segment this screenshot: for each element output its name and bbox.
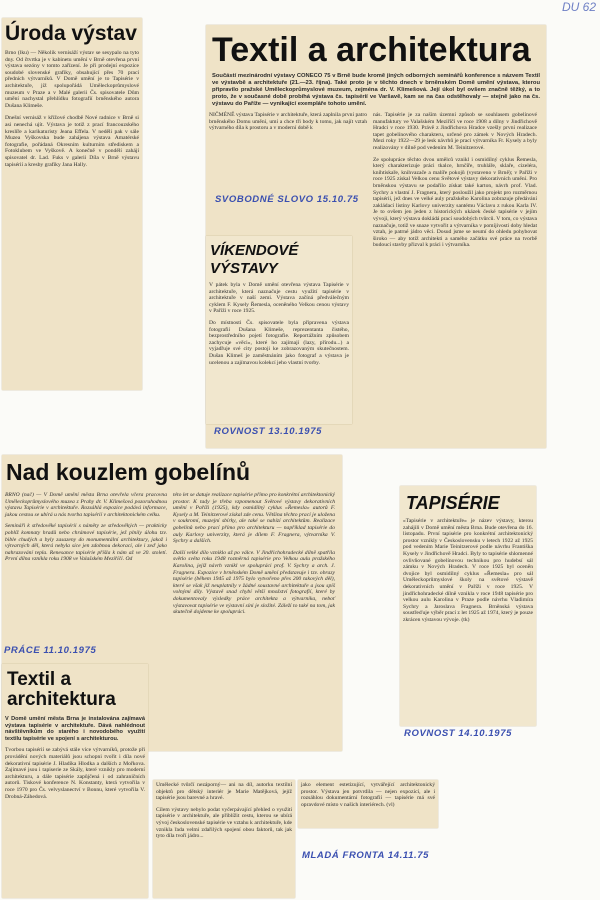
clipping-lead: Součástí mezinárodní výstavy CONECO 75 v Brně bude kromě jiných odborných seminářů konference s názvem Textil ve výstavbě a architektuře (21.—23. října). Také proto je v těchto dnech v brněnském Domě umění výstava, kterou připravilo pražské Uměleckoprůmyslové muzeum, zejména dr. V. Klimešová. Její úkol byl ovšem značně těžký, a to proto, že v současné době probíhá výstava čs. tapisérií ve Varšavě, kam se na čas odstěhovaly — stejně jako na čs. výstavu do Paříže — vynikající exempláře tohoto umění. <box>212 73 540 107</box>
clipping-textil-a-architektura-small <box>2 664 148 898</box>
source-annotation: SVOBODNÉ SLOVO 15.10.75 <box>215 194 359 205</box>
clipping-body: »Tapisérie v architektuře« je název výstavy, kterou zahájili v Domě umění města Brna. Bude otevřena do 16. listopadu. První tapisérie pro konkrétní architektonický prostor vznikly v Československu v letech 1922 až 1925 pod vedením Marie Teinitzerové podle návrhu Františka Kysely v Jindřichově Hradci. Byly to tapisérie shlomenné ovlivňované gobelínovou technikou pro hudebsí sál zámku v Nových Hradech. V roce 1925 byl oceněn dvojice byl osmidílný cyklus »Řemesla« pro sál Uměleckoprůmyslové školy na světové výstavě dekorativních umění v Paříži v roce 1925. V jindřichohradecké dílně vznikla v roce 1948 tapisérie pro velkou aulu Karolina v Praze podle návrhu Vladimíra Sychry a Jaroslava Fragnera. Brněnská výstava soustřeďuje výběr prací z let 1925 až 1974, který je pouze zkrácen výstavou vývoje. (tk) <box>403 518 533 623</box>
clipping-body: BRNO (nač) — V Domě umění města Brna otevřela včera pracovna Uměleckoprůmyslového muzea z Prahy dr. V. Klimešová pozoruhodnou výstavu Tapisérie v architektuře. Rozsáhlá expozice podává informace, jakou cestou se ubírá u nás tvorba tapisérií v architektonickém celku. <box>5 492 167 518</box>
clipping-body: jako element estetizující, vytvářející architektonický prostor. Výstava jen potvrdila — nejen expozicí, ale i rozsáhlou dokumentární fotografií — tapisérie má své opravdové místo v našich interiérech. (vl) <box>301 782 435 808</box>
clipping-body: Umělecké tvůrčí nezáporný— ani na díl, autorku textilní objektů pro dětský interiér je Marie Matějková, jejíž tapisérie jsou barevné a hravé. <box>156 782 292 802</box>
clipping-lead: V Domě umění města Brna je instalována zajímavá výstava tapisérie v architektuře. Dává nahlédnout návštěvníkům do starého i novodobého využití textilu tapisérie ve spojení s architekturou. <box>5 716 145 742</box>
clipping-body: Další velké dílo vzniklo až po válce. V Jindřichohradecké dílně spatřila světlo světa roku 1948 rozměrná tapisérie pro Velkou aulu pražského Karolina, jejíž návrh vznikl ve spolupráci prof. V. Sychry a arch. J. Fragnera. Expozice v brněnském Domě umění představuje i tzv. obrazy tapisérie (během 1945 až 1975 bylo vytvořeno přes 200 takových děl), které se však již neuplatnily v žádné soustavné architektuře a jsou spíš volnými díly. Výstavě snad chybí větší množství fotografií, které by dokumentovaly výsledky práce architekta a výtvarníka, neboť výstavovat tapisérie ve výstavní síni je složité. Záleží to také na tom, jak skutečně dojdeme ke spolupráci. <box>173 549 335 616</box>
clipping-headline: Textil a architektura <box>7 669 116 710</box>
page-tag: DU 62 <box>561 0 596 14</box>
clipping-body: této let se datuje realizace tapisérie přímo pro konkrétní architektonický prostor. K tady je třeba vzpomenout Světové výstavy dekorativních umění v Paříži (1925), kdy osmidílný cyklus »Řemesla« autorů F. Kysely a M. Teinitzerové získal zde cenu. Většina těchto prací je uložena v soukromí, muzejní sbírky, ale také se nabízí architektům. Realizace gobelínů nebo prací přímo pro architekturu — například tapisérie do auly Karlovy univerzity, která je dílem F. Fragnera, výtvarníka V. Sychry a dalších. <box>173 492 335 545</box>
clipping-mlada-fronta-part2 <box>298 780 438 828</box>
clipping-headline: TAPISÉRIE <box>406 493 500 513</box>
clipping-body: Brno (lku) — Několik vernisáží výstav se sesypalo na tyto dny. Od čtvrtka je v kabinetu umění v Brně otevřena první výstava sezóny v tomto zařízení. Je při prodejní expozice soudobé slovenské grafiky, obsahující přes 70 prací předních výtvarníků. V Domě umění je to Tapisérie v architektuře, jíž spolupořádá Uměleckoprůmyslové muzeum v Praze a v Malé galerii Čs. spisovatele Dům umění nachystal přehlídku fotografií brněnského autora Dušana Klimeše. <box>5 50 139 109</box>
source-annotation: ROVNOST 14.10.1975 <box>404 728 512 739</box>
clipping-body: nás. Tapisérie je za naším územní způsob se souhlasem gobelínové manufaktury ve Valašském Meziříčí ve roce 1908 a dílny v Jindřichově Hradci v roce 1930. Právě z Jindřichova Hradce vzešly první realizace tapet gobelínového charakteru, určené pro zámek v Nových Hradech. Mezi roky 1922—29 je lesk návrhů je prací výtvarníka Fr. Kysely a byly realizovány v dílně pod vedením M. Teinitzerové. <box>373 112 537 151</box>
clipping-body: NIČMÉNĚ výstava Tapisérie v architektuře, která zaplnila první patro brněnského Domu umění, umí a chce tři body k tomu, jak najít vztah výtvarného díla k prostoru a v moderní době k <box>209 112 367 132</box>
source-annotation: MLADÁ FRONTA 14.11.75 <box>302 850 429 861</box>
clipping-tapiserie <box>400 486 536 726</box>
clipping-body: Cílem výstavy nebylo podat vyčerpávající přehled o využití tapisérie v architektuře, ale přiblížit cestu, kterou se ubírá vývoj československé tapisérie ve vztahu k architektuře, kde vznikla řada velmi zdařilých spojení obou faktorů, tak jak tyto díla tvoří jádro... <box>156 806 292 840</box>
clipping-uroda-vystav <box>2 18 142 390</box>
clipping-headline: VÍKENDOVÉ VÝSTAVY <box>210 242 299 277</box>
clipping-body: V pátek byla v Domě umění otevřena výstava Tapisérie v architektuře, která naznačuje cestu využití tapisérie v architektuře v naší zemi. Výstava začíná předválečným cyklem F. Kysely Řemesla, oceněného Velkou cenou výstavy v Paříži v roce 1925. <box>209 282 349 315</box>
clipping-headline: Textil a architektura <box>212 31 531 69</box>
source-annotation: PRÁCE 11.10.1975 <box>4 645 97 656</box>
clipping-mlada-fronta-part1 <box>153 780 295 898</box>
source-annotation: ROVNOST 13.10.1975 <box>214 426 322 437</box>
clipping-vikendove-vystavy <box>206 236 352 424</box>
clipping-headline: Úroda výstav <box>5 22 137 45</box>
clipping-body: Do místnosti Čs. spisovatele byla připravena výstava fotografií Dušana Klimeše, reprezentanta čistého, bezprostředního pojetí fotografie. Reportážním způsobem zachycuje »věci«, které ho zajímají (lazy, přírodu...) a vyjadřuje své city postoji ke zobrazovaným skutečnostem. Dušan Klimeš je zaměstnáním jako fotograf a výstava je ucelenou a zajímavou kolekcí jeho vlastní tvorby. <box>209 319 349 366</box>
clipping-body: Semináři k středověké tapisérii s náměty ze středověkých — prakticky poblíž komnaty hradů nebo chrámové tapisérie, jež plnily úlohu tzv. bible chudých a byly zasazeny do monumentální architektury, jakož i výtvarných děl, která nebyla sice jen zdobnou dekorací, ale i zeď jako nahrazování tepla. Renesance tapisérie přišla k nám až ve 20. století. První dílna vznikla roku 1908 ve Valašském Meziříčí. Od <box>5 523 167 563</box>
clipping-headline: Nad kouzlem gobelínů <box>6 459 251 485</box>
clipping-body: Tvorbou tapisérií se zabývá stále více výtvarníků, protože při provádění nových materiálů jsou schopni tvořit i díla nové dekorativní tapisérie J. Hladíka Hlodka a dalších z Mořkova. Zajímavé jsou i tapiserie ze Skály, které vznikly pro moderní architekturu, a dále tapisérie zapůjčená i od zahraničních autorů. Tiskové konference N. Konstanty, která vytvořila v roce 1970 pro Čs. velvyslanectví v Bonnu, které vytvořila V. Drobná-Záhedová. <box>5 747 145 800</box>
clipping-body: Dnešní vernisáž v křížové chodbě Nové radnice v Brně si asi nenechá ujít. Výstava je totiž z prací francouzského kreslíře a karikaturisty Jeana Effela. V neděli pak v sále Muzea Vyškovska bude zahájena výstava Amatérské fotografie, pořádaná Okresním kulturním střediskem a Fotoklubem ve Vyškově. A konečně v pondělí zahájí spisovatel dr. Lad. Fuks v galerii Díla v Brně výstavu tapisérií a kresby grafiky Jana Hally. <box>5 115 139 168</box>
clipping-body: Ze spolupráce těchto dvou umělců vznikl i osmidílný cyklus Řemesla, který charakterizuje práci tkalce, hrnčíře, truhláře, sklaře, cizeléra, knihtiskaře, knihvazače a malíře pokojů (vystaveno v Brně); v Paříži v roce 1925 získal Velkou cenu Světové výstavy dekorativních umění. Pro brněnskou výstavu se podařilo získat také karton, návrh prof. Vlad. Sychry a vlastní J. Fragnera, který posloužil jako projekt pro rozměrnou tapisérii, jež dnes ve velké auly pražského Karolina zobrazuje předávání zakládací listiny Karlovy univerzity santému Václavu z rukou Karla IV. Je to ovšem jen jeden z historických ukázek české tapisérie v jejím vývoji, který výstava dokládá prací soudobých tvůrců. V tom, co výstava naznačuje, totiž ve snaze vytvořit a výtvarníka v pomíjivosti doby hledat vztah, je patrné jádro věci. Dosud jsme se neumí do ohledu pohybovat široko — aby totiž architekti a samého začátku své práce na tvorbě budoucí stavby přizval k práci i výtvarníka. <box>373 156 537 249</box>
